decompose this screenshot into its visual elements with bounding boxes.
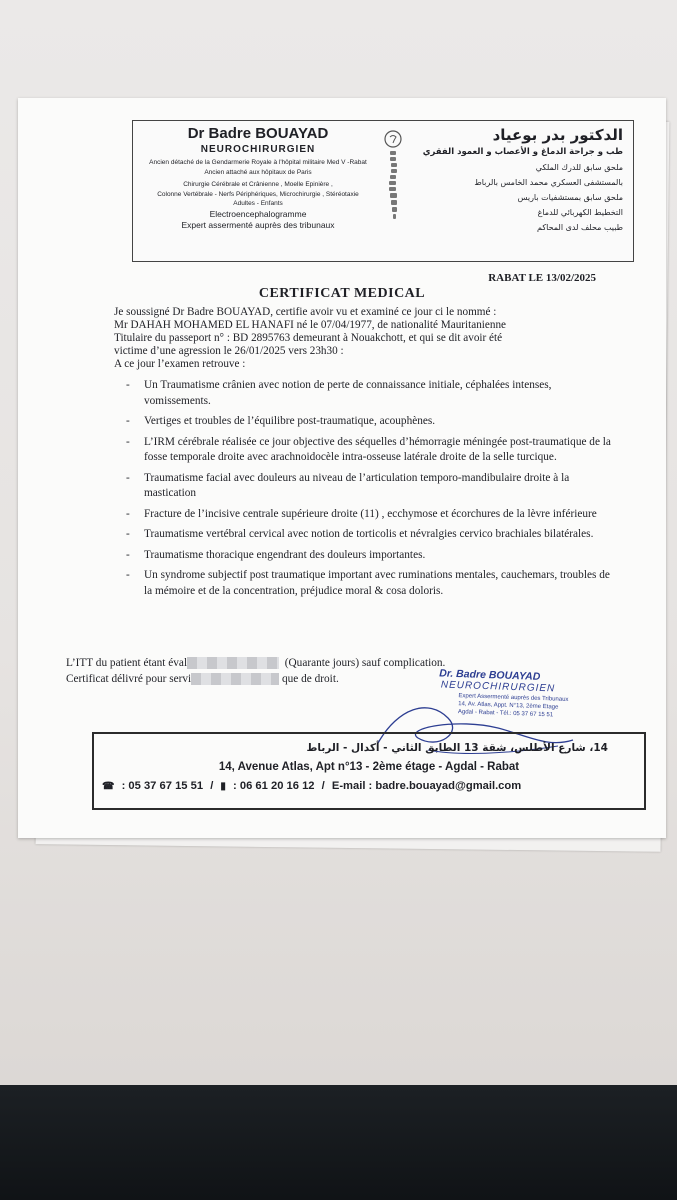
finding-text: Vertiges et troubles de l’équilibre post-traumatique, acouphènes. <box>144 415 436 427</box>
footer-contact-line <box>102 780 642 792</box>
redaction-blur <box>187 657 279 669</box>
doctor-name-arabic: الدكتور بدر بوعياد <box>492 126 623 144</box>
arabic-line: ملحق سابق بمستشفيات باريس <box>517 193 623 202</box>
list-item: - Traumatisme vertébral cervical avec notion de torticolis et névralgies cervico brachiales bilatérales. <box>126 528 594 540</box>
list-item: - L’IRM cérébrale réalisée ce jour objective des séquelles d’hémorragie méningée post-traumatique de la fosse temporale droite avec arachnoidocèle intra-osseuse latérale droite de la selle turcique. <box>126 435 611 463</box>
footer-address-arabic: 14، شارع الأطلس، شقة 13 الطابق الثاني - أكدال - الرباط <box>306 742 608 754</box>
arabic-line: التخطيط الكهربائي للدماغ <box>537 208 623 217</box>
spine-logo-icon <box>381 129 405 224</box>
credential-line: Adultes - Enfants <box>233 200 283 207</box>
findings-list <box>120 378 620 604</box>
arabic-line: طب و جراحة الدماغ و الأعصاب و العمود الفقري <box>422 147 623 157</box>
credential-line: Electroencephalogramme <box>209 208 307 219</box>
arabic-line: طبيب محلف لدى المحاكم <box>537 223 623 232</box>
list-item: - Un syndrome subjectif post traumatique important avec ruminations mentales, cauchemars, troubles de la mémoire et de la concentration, préjudice moral & cosa doloris. <box>126 569 610 597</box>
list-item: - Vertiges et troubles de l’équilibre post-traumatique, acouphènes. <box>126 415 436 427</box>
intro-line: Titulaire du passeport n° : BD 2895763 demeurant à Nouakchott, et qui se dit avoir été <box>114 332 503 344</box>
page-title: CERTIFICAT MEDICAL <box>258 286 426 301</box>
intro-line: A ce jour l’examen retrouve : <box>114 358 246 370</box>
stamp-specialty: NEUROCHIRURGIEN <box>440 679 556 695</box>
finding-text: Traumatisme thoracique engendrant des douleurs importantes. <box>144 548 426 561</box>
list-item: - Un Traumatisme crânien avec notion de perte de connaissance initiale, céphalées intenses, vomissements. <box>126 379 552 407</box>
intro-line: Je soussigné Dr Badre BOUAYAD, certifie avoir vu et examiné ce jour ci le nommé : <box>114 306 497 318</box>
certificate-page <box>18 98 666 838</box>
list-item: - Traumatisme thoracique engendrant des douleurs importantes. <box>126 548 426 561</box>
stamp-line: Agdal - Rabat - Tél.: 05 37 67 15 51 <box>457 709 554 719</box>
mobile-number: : 06 61 20 16 12 <box>233 780 315 792</box>
intro-line: Mr DAHAH MOHAMED EL HANAFI né le 07/04/1977, de nationalité Mauritanienne <box>114 319 507 331</box>
stamp-line: 14, Av. Atlas, Appt. N°13, 2ème Etage <box>458 701 559 711</box>
credential-line: Ancien détaché de la Gendarmerie Royale à l'hôpital militaire Med V -Rabat <box>149 159 367 166</box>
dark-table-edge <box>0 1085 677 1200</box>
itt-line <box>66 655 626 671</box>
credential-line: Ancien attaché aux hôpitaux de Paris <box>204 168 312 176</box>
doctor-specialty: NEUROCHIRURGIEN <box>200 144 316 155</box>
cert-prefix: Certificat délivré pour servi <box>66 673 192 685</box>
finding-text: Traumatisme facial avec douleurs au niveau de l’articulation temporo-mandibulaire droite à la mastication <box>144 471 570 499</box>
itt-suffix: (Quarante jours) sauf complication. <box>284 657 446 669</box>
arabic-line: ملحق سابق للدرك الملكي <box>535 163 623 172</box>
credential-line: Expert assermenté auprès des tribunaux <box>181 219 335 230</box>
stamp-line: Expert Assermenté auprès des Tribunaux <box>458 693 569 703</box>
doctor-name: Dr Badre BOUAYAD <box>187 125 329 142</box>
footer-contact-box <box>92 732 646 810</box>
arabic-line: بالمستشفى العسكري محمد الخامس بالرباط <box>474 178 623 187</box>
credential-line: Chirurgie Cérébrale et Crânienne , Moelle Epinière , <box>183 181 333 188</box>
email-address: E-mail : badre.bouayad@gmail.com <box>331 780 522 792</box>
footer-address-french: 14, Avenue Atlas, Apt n°13 - 2ème étage - Agdal - Rabat <box>218 761 520 773</box>
redaction-blur <box>191 673 279 685</box>
list-item: - Fracture de l’incisive centrale supérieure droite (11) , ecchymose et écorchures de la lèvre inférieure <box>126 507 597 520</box>
separator: / <box>210 780 214 792</box>
separator: / <box>321 780 325 792</box>
letterhead-arabic <box>413 125 623 235</box>
finding-text: Traumatisme vertébral cervical avec notion de torticolis et névralgies cervico brachiales bilatérales. <box>144 528 594 540</box>
list-item: - Traumatisme facial avec douleurs au niveau de l’articulation temporo-mandibulaire droite à la mastication <box>126 471 570 499</box>
finding-text: Fracture de l’incisive centrale supérieure droite (11) , ecchymose et écorchures de la lèvre inférieure <box>144 507 597 520</box>
letterhead-french <box>143 125 373 231</box>
finding-text: Un Traumatisme crânien avec notion de perte de connaissance initiale, céphalées intenses, vomissements. <box>144 379 552 407</box>
mobile-icon: ▮ <box>220 781 226 792</box>
finding-text: Un syndrome subjectif post traumatique important avec ruminations mentales, cauchemars, troubles de la mémoire et de la concentration, préjudice moral & cosa doloris. <box>144 569 610 597</box>
itt-prefix: L’ITT du patient étant éval <box>66 657 188 669</box>
cert-suffix: que de droit. <box>282 673 339 685</box>
letterhead <box>132 120 634 262</box>
credential-line: Colonne Vertébrale - Nerfs Périphériques, Microchirurgie , Stéréotaxie <box>157 190 359 198</box>
finding-text: L’IRM cérébrale réalisée ce jour objective des séquelles d’hémorragie méningée post-traumatique de la fosse temporale droite avec arachnoidocèle intra-osseuse latérale droite de la selle turcique. <box>144 435 611 463</box>
certificate-intro <box>114 306 614 371</box>
intro-line: victime d’une agression le 26/01/2025 vers 23h30 : <box>114 345 344 357</box>
phone-icon: ☎ <box>102 781 115 792</box>
phone-number: : 05 37 67 15 51 <box>121 780 204 792</box>
date-line: RABAT LE 13/02/2025 <box>488 272 596 284</box>
stamp-name: Dr. Badre BOUAYAD <box>439 667 541 683</box>
